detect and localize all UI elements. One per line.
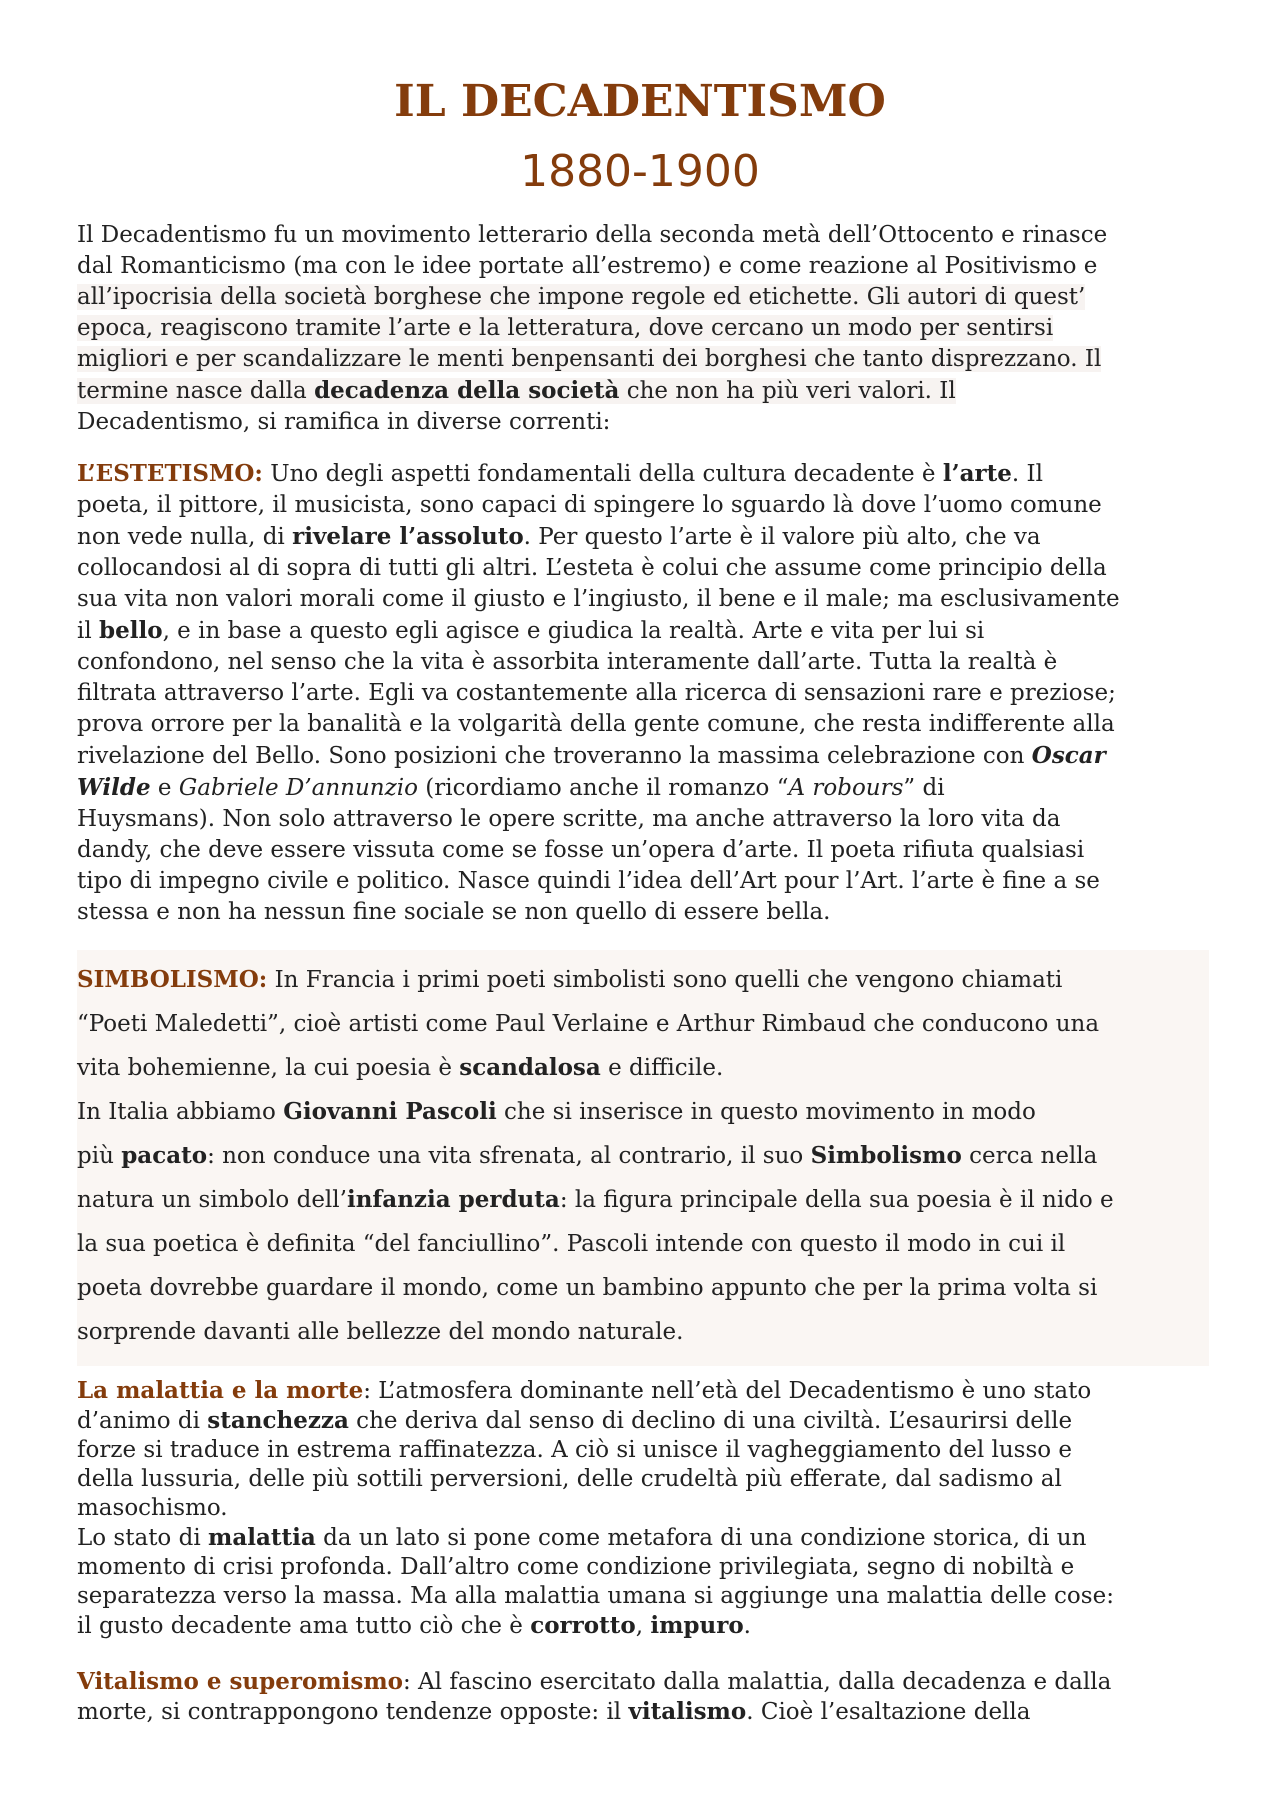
- intro-highlight: all’ipocrisia della società borghese che impone regole ed etichette. Gli autori di quest’: [77, 284, 1086, 310]
- estetismo-line: non vede nulla, di rivelare l’assoluto. Per questo l’arte è il valore più alto, che va: [77, 523, 1041, 550]
- simbolismo-line: vita bohemienne, la cui poesia è scandalosa e difficile.: [77, 1054, 724, 1081]
- estetismo-line: poeta, il pittore, il musicista, sono capaci di spingere lo sguardo là dove l’uomo comune: [77, 492, 1102, 518]
- estetismo-line: sua vita non valori morali come il giusto e l’ingiusto, il bene e il male; ma esclusivamente: [77, 586, 1120, 612]
- estetismo-line: dandy, che deve essere vissuta come se fosse un’opera d’arte. Il poeta rifiuta qualsiasi: [77, 837, 1085, 863]
- estetismo-line: rivelazione del Bello. Sono posizioni che troveranno la massima celebrazione con Oscar: [77, 742, 1106, 769]
- malattia-line: Lo stato di malattia da un lato si pone come metafora di una condizione storica, di un: [77, 1524, 1087, 1551]
- simbolismo-section: [77, 950, 1209, 1366]
- estetismo-line: confondono, nel senso che la vita è assorbita interamente dall’arte. Tutta la realtà è: [77, 649, 1058, 675]
- estetismo-line: il bello, e in base a questo egli agisce e giudica la realtà. Arte e vita per lui si: [77, 617, 985, 644]
- vitalismo-line: morte, si contrappongono tendenze opposte: il vitalismo. Cioè l’esaltazione della: [77, 1698, 1031, 1725]
- estetismo-line: collocandosi al di sopra di tutti gli altri. L’esteta è colui che assume come principio della: [77, 555, 1107, 581]
- simbolismo-line: la sua poetica è definita “del fanciullino”. Pascoli intende con questo il modo in cui il: [77, 1231, 1066, 1257]
- simbolismo-line: natura un simbolo dell’infanzia perduta: la figura principale della sua poesia è il nido e: [77, 1186, 1114, 1213]
- intro-line: Decadentismo, si ramifica in diverse correnti:: [77, 409, 611, 435]
- intro-paragraph: [77, 220, 1207, 438]
- estetismo-line: L’ESTETISMO: Uno degli aspetti fondamentali della cultura decadente è l’arte. Il: [77, 460, 1043, 487]
- simbolismo-line: più pacato: non conduce una vita sfrenata, al contrario, il suo Simbolismo cerca nella: [77, 1142, 1098, 1169]
- simbolismo-heading: SIMBOLISMO:: [77, 966, 268, 993]
- estetismo-line: Huysmans). Non solo attraverso le opere scritte, ma anche attraverso la loro vita da: [77, 806, 1061, 832]
- malattia-line: d’animo di stanchezza che deriva dal senso di declino di una civiltà. L’esaurirsi delle: [77, 1407, 1073, 1434]
- vitalismo-heading: Vitalismo e superomismo: [77, 1668, 403, 1695]
- emphasis-decadenza: decadenza della società: [314, 377, 620, 404]
- estetismo-line: prova orrore per la banalità e la volgarità della gente comune, che resta indifferente alla: [77, 711, 1115, 737]
- intro-highlight: epoca, reagiscono tramite l’arte e la letteratura, dove cercano un modo per sentirsi: [77, 315, 1054, 341]
- vitalismo-section: [77, 1667, 1207, 1727]
- vitalismo-line: Vitalismo e superomismo: Al fascino esercitato dalla malattia, dalla decadenza e dalla: [77, 1668, 1112, 1695]
- estetismo-section: [77, 458, 1207, 928]
- malattia-line: La malattia e la morte: L’atmosfera dominante nell’età del Decadentismo è uno stato: [77, 1377, 1092, 1404]
- malattia-heading: La malattia e la morte: [77, 1377, 364, 1404]
- simbolismo-line: In Italia abbiamo Giovanni Pascoli che si inserisce in questo movimento in modo: [77, 1098, 1036, 1125]
- intro-line: Il Decadentismo fu un movimento letterario della seconda metà dell’Ottocento e rinasce: [77, 222, 1108, 248]
- estetismo-line: tipo di impegno civile e politico. Nasce quindi l’idea dell’Art pour l’Art. l’arte è fine a se: [77, 868, 1100, 894]
- malattia-line: momento di crisi profonda. Dall’altro come condizione privilegiata, segno di nobiltà e: [77, 1554, 1075, 1580]
- document-years: 1880-1900: [520, 146, 760, 197]
- document-title: IL DECADENTISMO: [394, 76, 886, 127]
- simbolismo-line: sorprende davanti alle bellezze del mondo naturale.: [77, 1319, 684, 1345]
- estetismo-line: Wilde e Gabriele D’annunzio (ricordiamo anche il romanzo “A robours” di: [77, 774, 945, 801]
- estetismo-line: stessa e non ha nessun fine sociale se non quello di essere bella.: [77, 899, 831, 925]
- simbolismo-line: poeta dovrebbe guardare il mondo, come un bambino appunto che per la prima volta si: [77, 1275, 1098, 1301]
- malattia-line: il gusto decadente ama tutto ciò che è corrotto, impuro.: [77, 1612, 751, 1639]
- intro-highlight: migliori e per scandalizzare le menti benpensanti dei borghesi che tanto disprezzano. Il: [77, 346, 1102, 372]
- estetismo-line: filtrata attraverso l’arte. Egli va costantemente alla ricerca di sensazioni rare e preziose;: [77, 680, 1116, 706]
- malattia-line: della lussuria, delle più sottili perversioni, delle crudeltà più efferate, dal sadismo al: [77, 1466, 1062, 1492]
- intro-line: [77, 344, 1207, 375]
- simbolismo-line: “Poeti Maledetti”, cioè artisti come Paul Verlaine e Arthur Rimbaud che conducono una: [77, 1011, 1100, 1037]
- intro-line: [77, 282, 1207, 313]
- intro-line: [77, 313, 1207, 344]
- malattia-line: separatezza verso la massa. Ma alla malattia umana si aggiunge una malattia delle cose:: [77, 1583, 1114, 1609]
- intro-line: termine nasce dalla decadenza della società che non ha più veri valori. Il: [77, 377, 956, 404]
- estetismo-heading: L’ESTETISMO:: [77, 460, 263, 487]
- intro-line: dal Romanticismo (ma con le idee portate all’estremo) e come reazione al Positivismo e: [77, 253, 1098, 279]
- malattia-section: [77, 1376, 1207, 1641]
- malattia-line: masochismo.: [77, 1495, 228, 1521]
- simbolismo-line: SIMBOLISMO: In Francia i primi poeti simbolisti sono quelli che vengono chiamati: [77, 966, 1063, 993]
- malattia-line: forze si traduce in estrema raffinatezza. A ciò si unisce il vagheggiamento del lusso e: [77, 1437, 1073, 1463]
